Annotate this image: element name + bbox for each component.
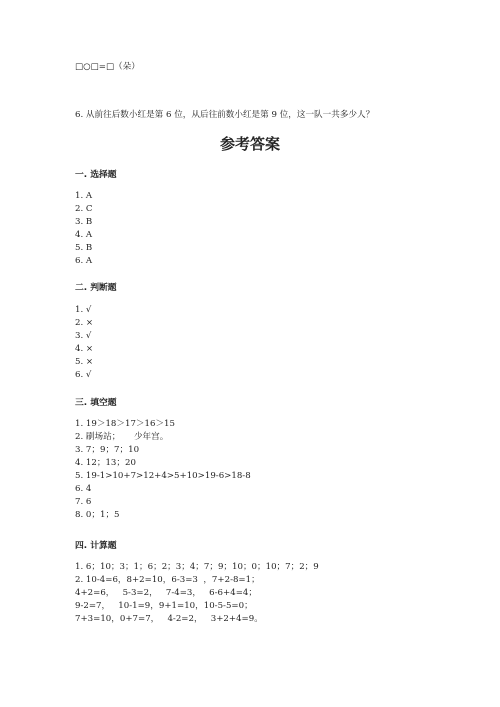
list-item: 7+3=10，0+7=7， 4-2=2， 3+2+4=9。: [75, 614, 263, 624]
list-item: 6. 4: [75, 484, 92, 494]
list-item: 2. 10-4=6，8+2=10，6-3=3 ，7+2-8=1；: [75, 575, 260, 585]
list-item: 1. 19＞18＞17＞16＞15: [75, 419, 175, 429]
list-item: 5. ×: [75, 357, 94, 367]
list-item: 8. 0；1；5: [75, 510, 120, 520]
formula-line: □○□=□（朵）: [75, 62, 140, 72]
list-item: 7. 6: [75, 497, 92, 507]
list-item: 4. ×: [75, 344, 94, 354]
section-heading-fill: 三. 填空题: [75, 398, 117, 408]
list-item: 1. A: [75, 191, 93, 201]
list-item: 4+2=6， 5-3=2， 7-4=3， 6-6+4=4；: [75, 588, 257, 598]
answer-list-choice: [75, 190, 93, 268]
list-item: 3. B: [75, 217, 93, 227]
list-item: 2. C: [75, 204, 93, 214]
answer-title: 参考答案: [219, 135, 280, 153]
section-heading-judge: 二. 判断题: [75, 283, 117, 293]
answer-list-calc: [75, 561, 319, 626]
list-item: 6. √: [75, 370, 92, 380]
list-item: 4. A: [75, 230, 93, 240]
list-item: 2. ×: [75, 318, 94, 328]
question-6: 6. 从前往后数小红是第 6 位，从后往前数小红是第 9 位，这一队一共多少人？: [75, 110, 375, 120]
section-heading-calc: 四. 计算题: [75, 541, 117, 551]
list-item: 5. 19-1>10+7>12+4>5+10>19-6>18-8: [75, 471, 251, 481]
section-heading-choice: 一. 选择题: [75, 170, 117, 180]
list-item: 6. A: [75, 256, 93, 266]
list-item: 4. 12；13；20: [75, 458, 136, 468]
list-item: 3. 7；9；7；10: [75, 445, 140, 455]
list-item: 3. √: [75, 331, 92, 341]
answer-list-fill: [75, 418, 251, 522]
list-item: 9-2=7， 10-1=9，9+1=10，10-5-5=0；: [75, 601, 253, 611]
list-item: 1. 6；10；3；1；6；2；3；4；7；9；10；0；10；7；2；9: [75, 562, 319, 572]
list-item: 5. B: [75, 243, 93, 253]
list-item: 1. √: [75, 305, 92, 315]
answer-list-judge: [75, 304, 93, 382]
list-item: 2. 刷场站； 少年宫。: [75, 432, 169, 442]
